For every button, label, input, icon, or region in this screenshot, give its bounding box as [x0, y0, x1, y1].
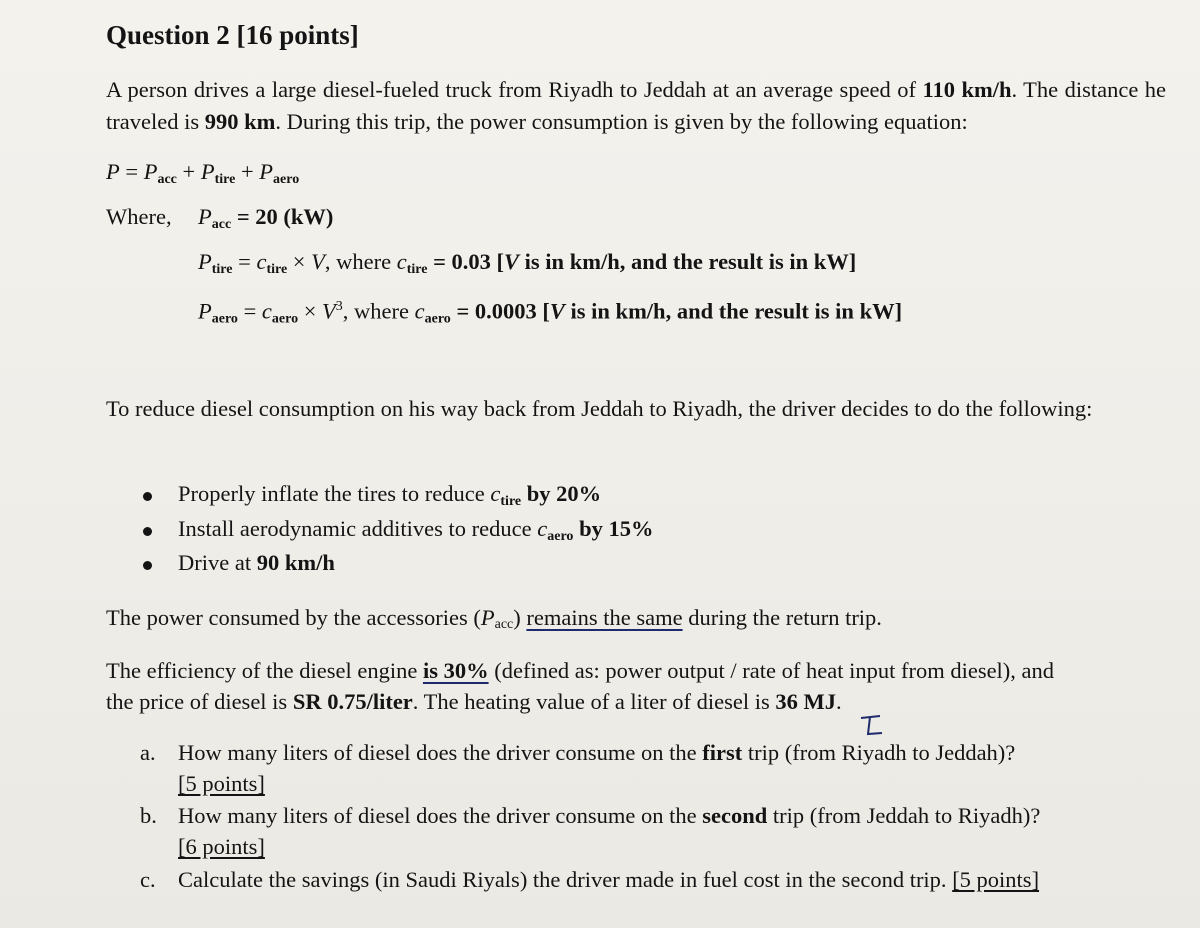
efficiency-line-1	[106, 655, 1054, 687]
bullet-2-var: c	[537, 516, 548, 541]
ptire-sub: tire	[211, 262, 233, 277]
bullet-1-text: Properly inflate the tires to reduce	[178, 481, 491, 506]
ptire-note: is in km/h, and the result is in kW]	[519, 249, 857, 274]
qb-post: trip (from Jeddah to Riyadh)?	[767, 803, 1041, 828]
bullet-dot-2	[143, 527, 152, 536]
ctire-sub: tire	[266, 262, 288, 277]
intro-speed: 110 km/h	[922, 77, 1012, 102]
ptire-where: , where	[324, 249, 397, 274]
ptire-var: P	[198, 249, 212, 274]
bullet-item-2	[178, 516, 653, 545]
pacc-value: = 20 (kW)	[231, 204, 334, 229]
intro-text-3: . During this trip, the power consumption is given by the following equation:	[275, 109, 968, 134]
bullet-dot-1	[143, 492, 152, 501]
intro-paragraph	[106, 74, 1166, 138]
diesel-price: SR 0.75/liter	[292, 689, 413, 714]
acc-text-1: The power consumed by the accessories (	[106, 605, 481, 630]
power-equation	[106, 156, 299, 196]
acc-underlined: remains the same	[526, 605, 683, 630]
bullet-3-bold: 90 km/h	[256, 550, 335, 575]
ptire-v: V	[311, 249, 325, 274]
heating-value: 36 MJ	[775, 689, 837, 714]
question-b-label: b.	[140, 803, 157, 828]
ptire-definition	[198, 246, 856, 286]
question-c-text	[178, 867, 1039, 893]
return-intro: To reduce diesel consumption on his way back from Jeddah to Riyadh, the driver decides to do the following:	[106, 396, 1093, 421]
eq-pacc: P	[143, 159, 158, 184]
ptire-times: ×	[287, 249, 312, 274]
paero-note: is in km/h, and the result is in kW]	[564, 298, 903, 324]
eff-text-2: (defined as: power output / rate of heat input from diesel), and	[488, 658, 1055, 683]
qb-pre: How many liters of diesel does the driver consume on the	[178, 803, 703, 828]
where-label: Where,	[106, 204, 172, 229]
eff-underlined: is 30%	[422, 658, 489, 683]
qc-pre: Calculate the savings (in Saudi Riyals) the driver made in fuel cost in the second trip.	[178, 867, 953, 892]
eq-paero-sub: aero	[273, 172, 300, 187]
caero2-sub: aero	[424, 311, 451, 327]
paero-exponent: 3	[335, 299, 343, 314]
bullet-1-bold: by 20%	[521, 481, 602, 506]
question-b-text	[178, 803, 1040, 829]
acc-sub: acc	[494, 617, 514, 632]
eq-pacc-sub: acc	[157, 172, 177, 187]
ctire2-sub: tire	[406, 262, 428, 277]
paero-times: ×	[298, 298, 323, 324]
eq-equals: =	[119, 159, 144, 184]
eq-ptire: P	[200, 159, 215, 184]
bullet-2-bold: by 15%	[573, 516, 654, 541]
qa-bold: first	[702, 740, 743, 765]
pen-mark-icon	[858, 712, 888, 742]
paero-definition	[198, 291, 902, 336]
qa-pre: How many liters of diesel does the driver consume on the	[178, 740, 703, 765]
bullet-3-text: Drive at	[178, 550, 257, 575]
ptire-value: = 0.03 [	[427, 249, 505, 274]
caero2-var: c	[414, 298, 425, 324]
intro-text-1: A person drives a large diesel-fueled truck from Riyadh to Jeddah at an average speed of	[106, 77, 923, 102]
eq-ptire-sub: tire	[214, 172, 236, 187]
bullet-1-sub: tire	[500, 494, 522, 509]
eff-text-3: the price of diesel is	[106, 689, 293, 714]
acc-var: P	[480, 605, 495, 630]
pacc-sub: acc	[211, 217, 232, 232]
ptire-v2: V	[504, 249, 520, 274]
paero-var: P	[198, 298, 212, 324]
pacc-var: P	[198, 204, 212, 229]
eq-plus-2: +	[235, 159, 260, 184]
ctire-var: c	[256, 249, 267, 274]
paero-v2: V	[549, 298, 565, 324]
qc-points: [5 points]	[952, 867, 1040, 892]
eff-text-1: The efficiency of the diesel engine	[106, 658, 423, 683]
question-a-text	[178, 740, 1015, 766]
question-a-points: [5 points]	[178, 771, 265, 796]
intro-distance: 990 km	[204, 109, 276, 134]
bullet-dot-3	[143, 561, 152, 570]
bullet-2-text: Install aerodynamic additives to reduce	[178, 516, 538, 541]
eq-p: P	[106, 159, 120, 184]
paero-sub: aero	[211, 311, 238, 327]
question-a-label: a.	[140, 740, 156, 765]
eq-paero: P	[259, 159, 274, 184]
efficiency-line-2	[106, 686, 842, 718]
bullet-2-sub: aero	[547, 529, 574, 544]
paero-value: = 0.0003 [	[450, 298, 550, 324]
caero-var: c	[261, 298, 272, 324]
acc-text-3: during the return trip.	[682, 605, 882, 630]
question-b-points: [6 points]	[178, 834, 265, 859]
eff-text-4: . The heating value of a liter of diesel is	[412, 689, 776, 714]
question-title: Question 2 [16 points]	[106, 20, 359, 50]
eff-text-5: .	[836, 689, 842, 714]
intro-text-2: . The distance he traveled is	[106, 77, 1167, 134]
qa-post: trip (from Riyadh to Jeddah)?	[742, 740, 1016, 765]
ptire-equals: =	[232, 249, 257, 274]
paero-where: , where	[342, 298, 415, 324]
paero-equals: =	[237, 298, 262, 324]
ctire2-var: c	[396, 249, 407, 274]
acc-text-2: )	[513, 605, 527, 630]
bullet-1-var: c	[490, 481, 501, 506]
bullet-item-1	[178, 481, 601, 510]
question-c-label: c.	[140, 867, 156, 892]
caero-sub: aero	[271, 311, 299, 327]
pacc-definition	[198, 201, 333, 241]
qb-bold: second	[702, 803, 768, 828]
accessories-line	[106, 602, 882, 641]
bullet-item-3	[178, 550, 335, 576]
paero-v: V	[322, 298, 336, 324]
eq-plus-1: +	[176, 159, 201, 184]
